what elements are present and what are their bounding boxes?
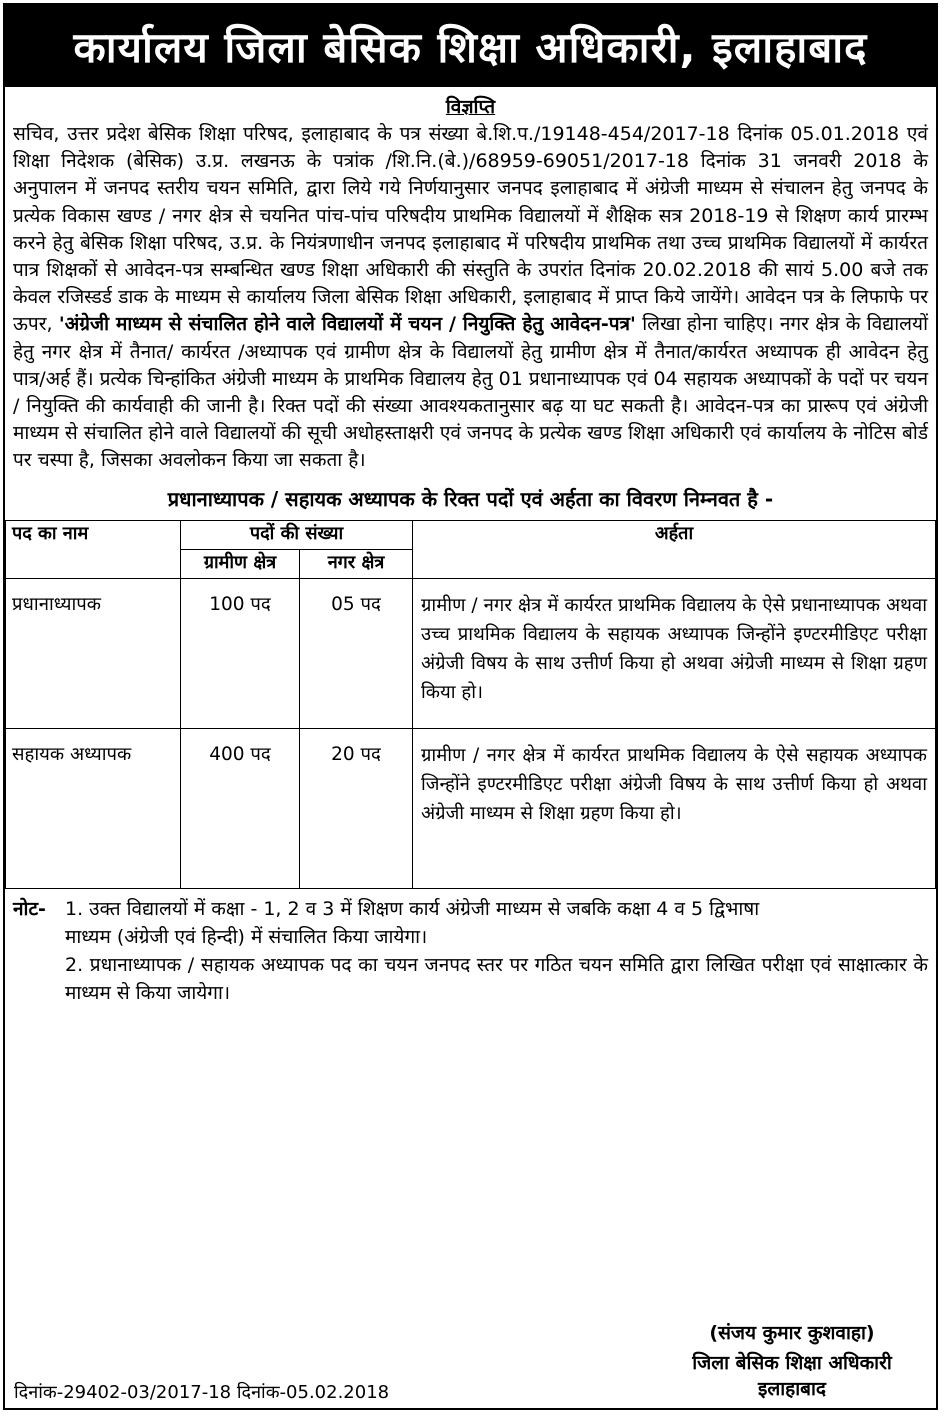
urban-count: 05 पद	[300, 578, 413, 728]
table-row	[6, 578, 936, 728]
signatory-designation: जिला बेसिक शिक्षा अधिकारी	[692, 1352, 892, 1374]
rural-area-header: ग्रामीण क्षेत्र	[181, 549, 300, 578]
reference-number: दिनांक-29402-03/2017-18 दिनांक-05.02.2018	[14, 1382, 390, 1403]
office-title: कार्यालय जिला बेसिक शिक्षा अधिकारी, इलाहाबाद	[73, 22, 868, 72]
post-count-header: पदों की संख्या	[181, 520, 413, 549]
paragraph-part-1: सचिव, उत्तर प्रदेश बेसिक शिक्षा परिषद, इलाहाबाद के पत्र संख्या बे.शि.प./19148-454/2017-18 दिनांक 05.01.2018 एवं शिक्षा निदेशक (बेसिक) उ.प्र. लखनऊ के पत्रांक /शि.नि.(बे.)/68959-69051/2017-18 दिनांक 31 जनवरी 2018 के अनुपालन में जनपद स्तरीय चयन समिति, द्वारा लिये गये निर्णयानुसार जनपद इलाहाबाद में अंग्रेजी माध्यम से संचालन हेतु जनपद के प्रत्येक विकास खण्ड / नगर क्षेत्र से चयनित पांच-पांच परिषदीय प्राथमिक विद्यालयों में शैक्षिक सत्र 2018-19 से शिक्षण कार्य प्रारम्भ करने हेतु बेसिक शिक्षा परिषद, उ.प्र. के नियंत्रणाधीन जनपद इलाहाबाद में परिषदीय प्राथमिक तथा उच्च प्राथमिक विद्यालयों में कार्यरत पात्र शिक्षकों से आवेदन-पत्र सम्बन्धित खण्ड शिक्षा अधिकारी की संस्तुति के उपरांत दिनांक 20.02.2018 की सायं 5.00 बजे तक केवल रजिस्डर्ड डाक के माध्यम से कार्यालय जिला बेसिक शिक्षा अधिकारी, इलाहाबाद में प्राप्त किये जायेंगे। आवेदन पत्र के लिफाफे पर ऊपर,	[13, 123, 928, 336]
note-2: 2. प्रधानाध्यापक / सहायक अध्यापक पद का चयन जनपद स्तर पर गठित चयन समिति द्वारा लिखित परीक्षा एवं साक्षात्कार के माध्यम से किया जायेगा।	[65, 953, 928, 1004]
qualification-header: अर्हता	[413, 520, 936, 578]
signatory-name: (संजय कुमार कुशवाहा)	[709, 1322, 875, 1344]
table-row	[6, 728, 936, 888]
notice-subject: विज्ञप्ति	[445, 96, 496, 118]
envelope-label-text: 'अंग्रेजी माध्यम से संचालित होने वाले विद्यालयों में चयन / नियुक्ति हेतु आवेदन-पत्र'	[58, 313, 636, 336]
rural-count: 100 पद	[181, 578, 300, 728]
signature-block	[657, 1318, 927, 1400]
note-1-continued: माध्यम (अंग्रेजी एवं हिन्दी) में संचालित किया जायेगा।	[65, 925, 428, 948]
table-title: प्रधानाध्यापक / सहायक अध्यापक के रिक्त पदों एवं अर्हता का विवरण निम्नवत है -	[167, 486, 774, 511]
note-1	[13, 895, 928, 923]
post-name: सहायक अध्यापक	[6, 728, 181, 888]
note-1-first-line: 1. उक्त विद्यालयों में कक्षा - 1, 2 व 3 में शिक्षण कार्य अंग्रेजी माध्यम से जबकि कक्षा 4 व 5 द्विभाषा	[65, 897, 760, 920]
urban-area-header: नगर क्षेत्र	[300, 549, 413, 578]
note-label: नोट-	[13, 897, 46, 920]
urban-count: 20 पद	[300, 728, 413, 888]
table-header-row	[6, 520, 936, 549]
paragraph-part-2: लिखा होना चाहिए। नगर क्षेत्र के विद्यालयों हेतु नगर क्षेत्र में तैनात/ कार्यरत /अध्यापक एवं ग्रामीण क्षेत्र के विद्यालयों हेतु ग्रामीण क्षेत्र में तैनात/कार्यरत अध्यापक ही आवेदन हेतु पात्र/अर्ह हैं। प्रत्येक चिन्हांकित अंग्रेजी माध्यम के प्राथमिक विद्यालय हेतु 01 प्रधानाध्यापक एवं 04 सहायक अध्यापकों के पदों पर चयन / नियुक्ति की कार्यवाही की जानी है। रिक्त पदों की संख्या आवश्यकतानुसार बढ़ या घट सकती है। आवेदन-पत्र का प्रारूप एवं अंग्रेजी माध्यम से संचालित होने वाले विद्यालयों की सूची अधोहस्ताक्षरी एवं जनपद के प्रत्येक खण्ड शिक्षा अधिकारी एवं कार्यालय के नोटिस बोर्ड पर चस्पा है, जिसका अवलोकन किया जा सकता है।	[13, 313, 928, 472]
notice-paragraph	[13, 121, 928, 475]
signatory-place: इलाहाबाद	[757, 1378, 826, 1400]
qualification-text: ग्रामीण / नगर क्षेत्र में कार्यरत प्राथमिक विद्यालय के ऐसे प्रधानाध्यापक अथवा उच्च प्राथमिक विद्यालय के सहायक अध्यापक जिन्होंने इण्टरमीडिएट परीक्षा अंग्रेजी विषय के साथ उत्तीर्ण किया हो अथवा अंग्रेजी माध्यम से शिक्षा ग्रहण किया हो।	[413, 578, 936, 728]
notes-section	[13, 895, 928, 1007]
notice-frame	[3, 3, 938, 1410]
post-name: प्रधानाध्यापक	[6, 578, 181, 728]
rural-count: 400 पद	[181, 728, 300, 888]
office-header	[5, 5, 936, 87]
vacancy-table	[5, 520, 936, 889]
qualification-text: ग्रामीण / नगर क्षेत्र में कार्यरत प्राथमिक विद्यालय के ऐसे सहायक अध्यापक जिन्होंने इण्टरमीडिएट परीक्षा अंग्रेजी विषय के साथ उत्तीर्ण किया हो अथवा अंग्रेजी माध्यम से शिक्षा ग्रहण किया हो।	[413, 728, 936, 888]
post-name-header: पद का नाम	[6, 520, 181, 578]
